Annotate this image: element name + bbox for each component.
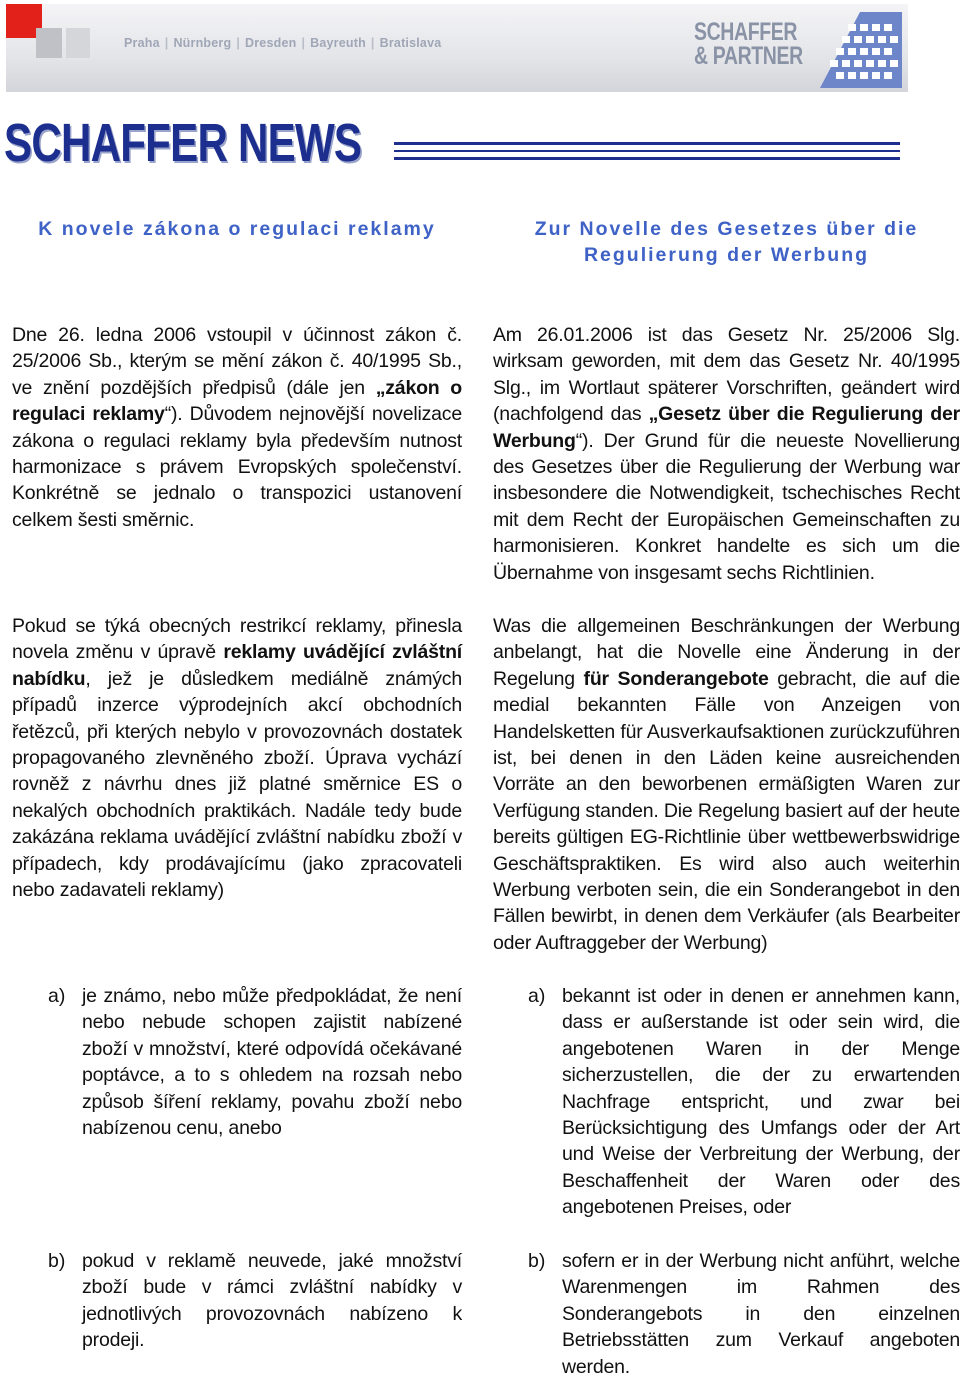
brand-grey-square xyxy=(36,28,62,58)
cz-p1-bold: „zákon o regulaci reklamy xyxy=(12,376,462,426)
cz-item-a-text: je známo, nebo může předpokládat, že není nebo nebude schopen zajistit nabízené zboží v množství, které odpovídá očekávané poptávce, a to s ohledem na rozsah nebo způsob šíření reklamy, povahu zboží nebo nabízenou cenu, anebo xyxy=(82,985,462,1140)
cz-paragraph-1 xyxy=(12,322,462,533)
office-cities: Praha | Nürnberg | Dresden | Bayreuth | Bratislava xyxy=(124,36,442,50)
de-item-a-text: bekannt ist oder in denen er annehmen kann, dass er außerstande ist oder sein wird, die angebotenen Waren in der Menge sicherzustellen, die der zu erwartenden Nachfrage entspricht, und zwar bei Berücksichtigung des Umfangs oder der Art und Weise der Verbreitung der Werbung, der Beschaffenheit der Waren oder des angebotenen Preises, oder xyxy=(562,985,960,1219)
de-item-a-marker: a) xyxy=(528,985,546,1007)
de-p2-text-2: gebracht, die auf die medial bekannten Fälle von Anzeigen von Handelsketten für Ausverkaufsaktionen zurückzuführen ist, bei denen in den Läden keine ausreichenden Vorräte an den beworbenen ermäßigten Waren zur Verfügung standen. Die Regelung basiert auf der heute bereits gültigen EG-Richtlinie über wettbewerbswidrige Geschäftspraktiken. Es wird also auch weiterhin Werbung verboten sein, die ein Sonderangebot in den Fällen bewirbt, in denen dem Verkäufer (als Bearbeiter oder Auftraggeber der Werbung) xyxy=(493,667,960,954)
cz-p2-text-1: Pokud se týká obecných restrikcí reklamy, přinesla novela změnu v úpravě xyxy=(12,615,462,664)
cz-p1-text-1: Dne 26. ledna 2006 vstoupil v účinnost zákon č. 25/2006 Sb., kterým se mění zákon č. 40/1995 Sb., ve znění pozdějších předpisů (dále jen xyxy=(12,324,462,399)
logo-line-1: SCHAFFER xyxy=(694,18,798,46)
logo-line-2: & PARTNER xyxy=(694,42,803,70)
city-praha: Praha xyxy=(124,36,160,50)
cz-item-a-marker: a) xyxy=(48,985,66,1007)
de-p1-text-2: “). Der Grund für die neueste Novellierung des Gesetzes über die Regulierung der Werbung war insbesondere die Notwendigkeit, tschechisches Recht mit dem Recht der Europäischen Gemeinschaften zu harmonisieren. Konkret handelte es sich um die Übernahme von insgesamt sechs Richtlinien. xyxy=(493,429,960,584)
cz-p2-bold: reklamy uvádějící zvláštní nabídku xyxy=(12,641,462,690)
city-bratislava: Bratislava xyxy=(379,36,442,50)
brand-grey-square-light xyxy=(66,28,90,58)
cz-item-b-text: pokud v reklamě neuvede, jaké množství zboží bude v rámci zvláštní nabídky v jednotlivých provozovnách nabízeno k prodeji. xyxy=(82,1250,462,1352)
cz-p1-text-2: “). Důvodem nejnovější novelizace zákona o regulaci reklamy byla především nutnost harmonizace s právem Evropských společenství. Konkrétně se jednalo o transpozici ustanovení celkem šesti směrnic. xyxy=(12,403,462,531)
de-item-b-marker: b) xyxy=(528,1250,546,1272)
company-logo-grid-icon xyxy=(790,10,902,90)
de-paragraph-1 xyxy=(493,322,960,586)
de-p2-text-1: Was die allgemeinen Beschränkungen der Werbung anbelangt, hat die Novelle eine Änderung in der Regelung xyxy=(493,615,960,690)
cz-p2-text-2: , jež je důsledkem mediálně známých případů inzerce výprodejních akcí obchodních řetězců, při kterých nebylo v provozovnách dostatek propagovaného zlevněného zboží. Úprava vychází rovněž z návrhu dnes již platné směrnice ES o nekalých obchodních praktikách. Nadále tedy bude zakázána reklama uvádějící zvláštní nabídku zboží v případech, kdy prodávajícímu (jako zpracovateli nebo zadavateli reklamy) xyxy=(12,667,462,902)
city-dresden: Dresden xyxy=(245,36,297,50)
city-bayreuth: Bayreuth xyxy=(310,36,366,50)
de-item-b-text: sofern er in der Werbung nicht anführt, welche Warenmengen im Rahmen des Sonderangebots in den einzelnen Betriebsstätten zum Verkauf angeboten werden. xyxy=(562,1250,960,1378)
cz-item-b-marker: b) xyxy=(48,1250,66,1272)
company-logo-text xyxy=(694,20,803,68)
de-p2-bold: für Sonderangebote xyxy=(583,667,769,690)
title-rule-2 xyxy=(394,150,900,152)
cz-paragraph-2 xyxy=(12,613,462,903)
de-p1-text-1: Am 26.01.2006 ist das Gesetz Nr. 25/2006 Slg. wirksam geworden, mit dem das Gesetz Nr. 40/1995 Slg., im Wortlaut späterer Vorschriften, geändert wird (nachfolgend das xyxy=(493,324,960,426)
de-paragraph-2 xyxy=(493,613,960,956)
title-rule-1 xyxy=(394,142,900,145)
newsletter-title: SCHAFFER NEWS xyxy=(4,113,362,173)
city-nurnberg: Nürnberg xyxy=(173,36,232,50)
title-rule-3 xyxy=(394,157,900,160)
de-subtitle: Zur Novelle des Gesetzes über die Regulierung der Werbung xyxy=(534,218,919,266)
cz-subtitle: K novele zákona o regulaci reklamy xyxy=(38,218,436,240)
de-p1-bold: „Gesetz über die Regulierung der Werbung xyxy=(493,403,960,452)
